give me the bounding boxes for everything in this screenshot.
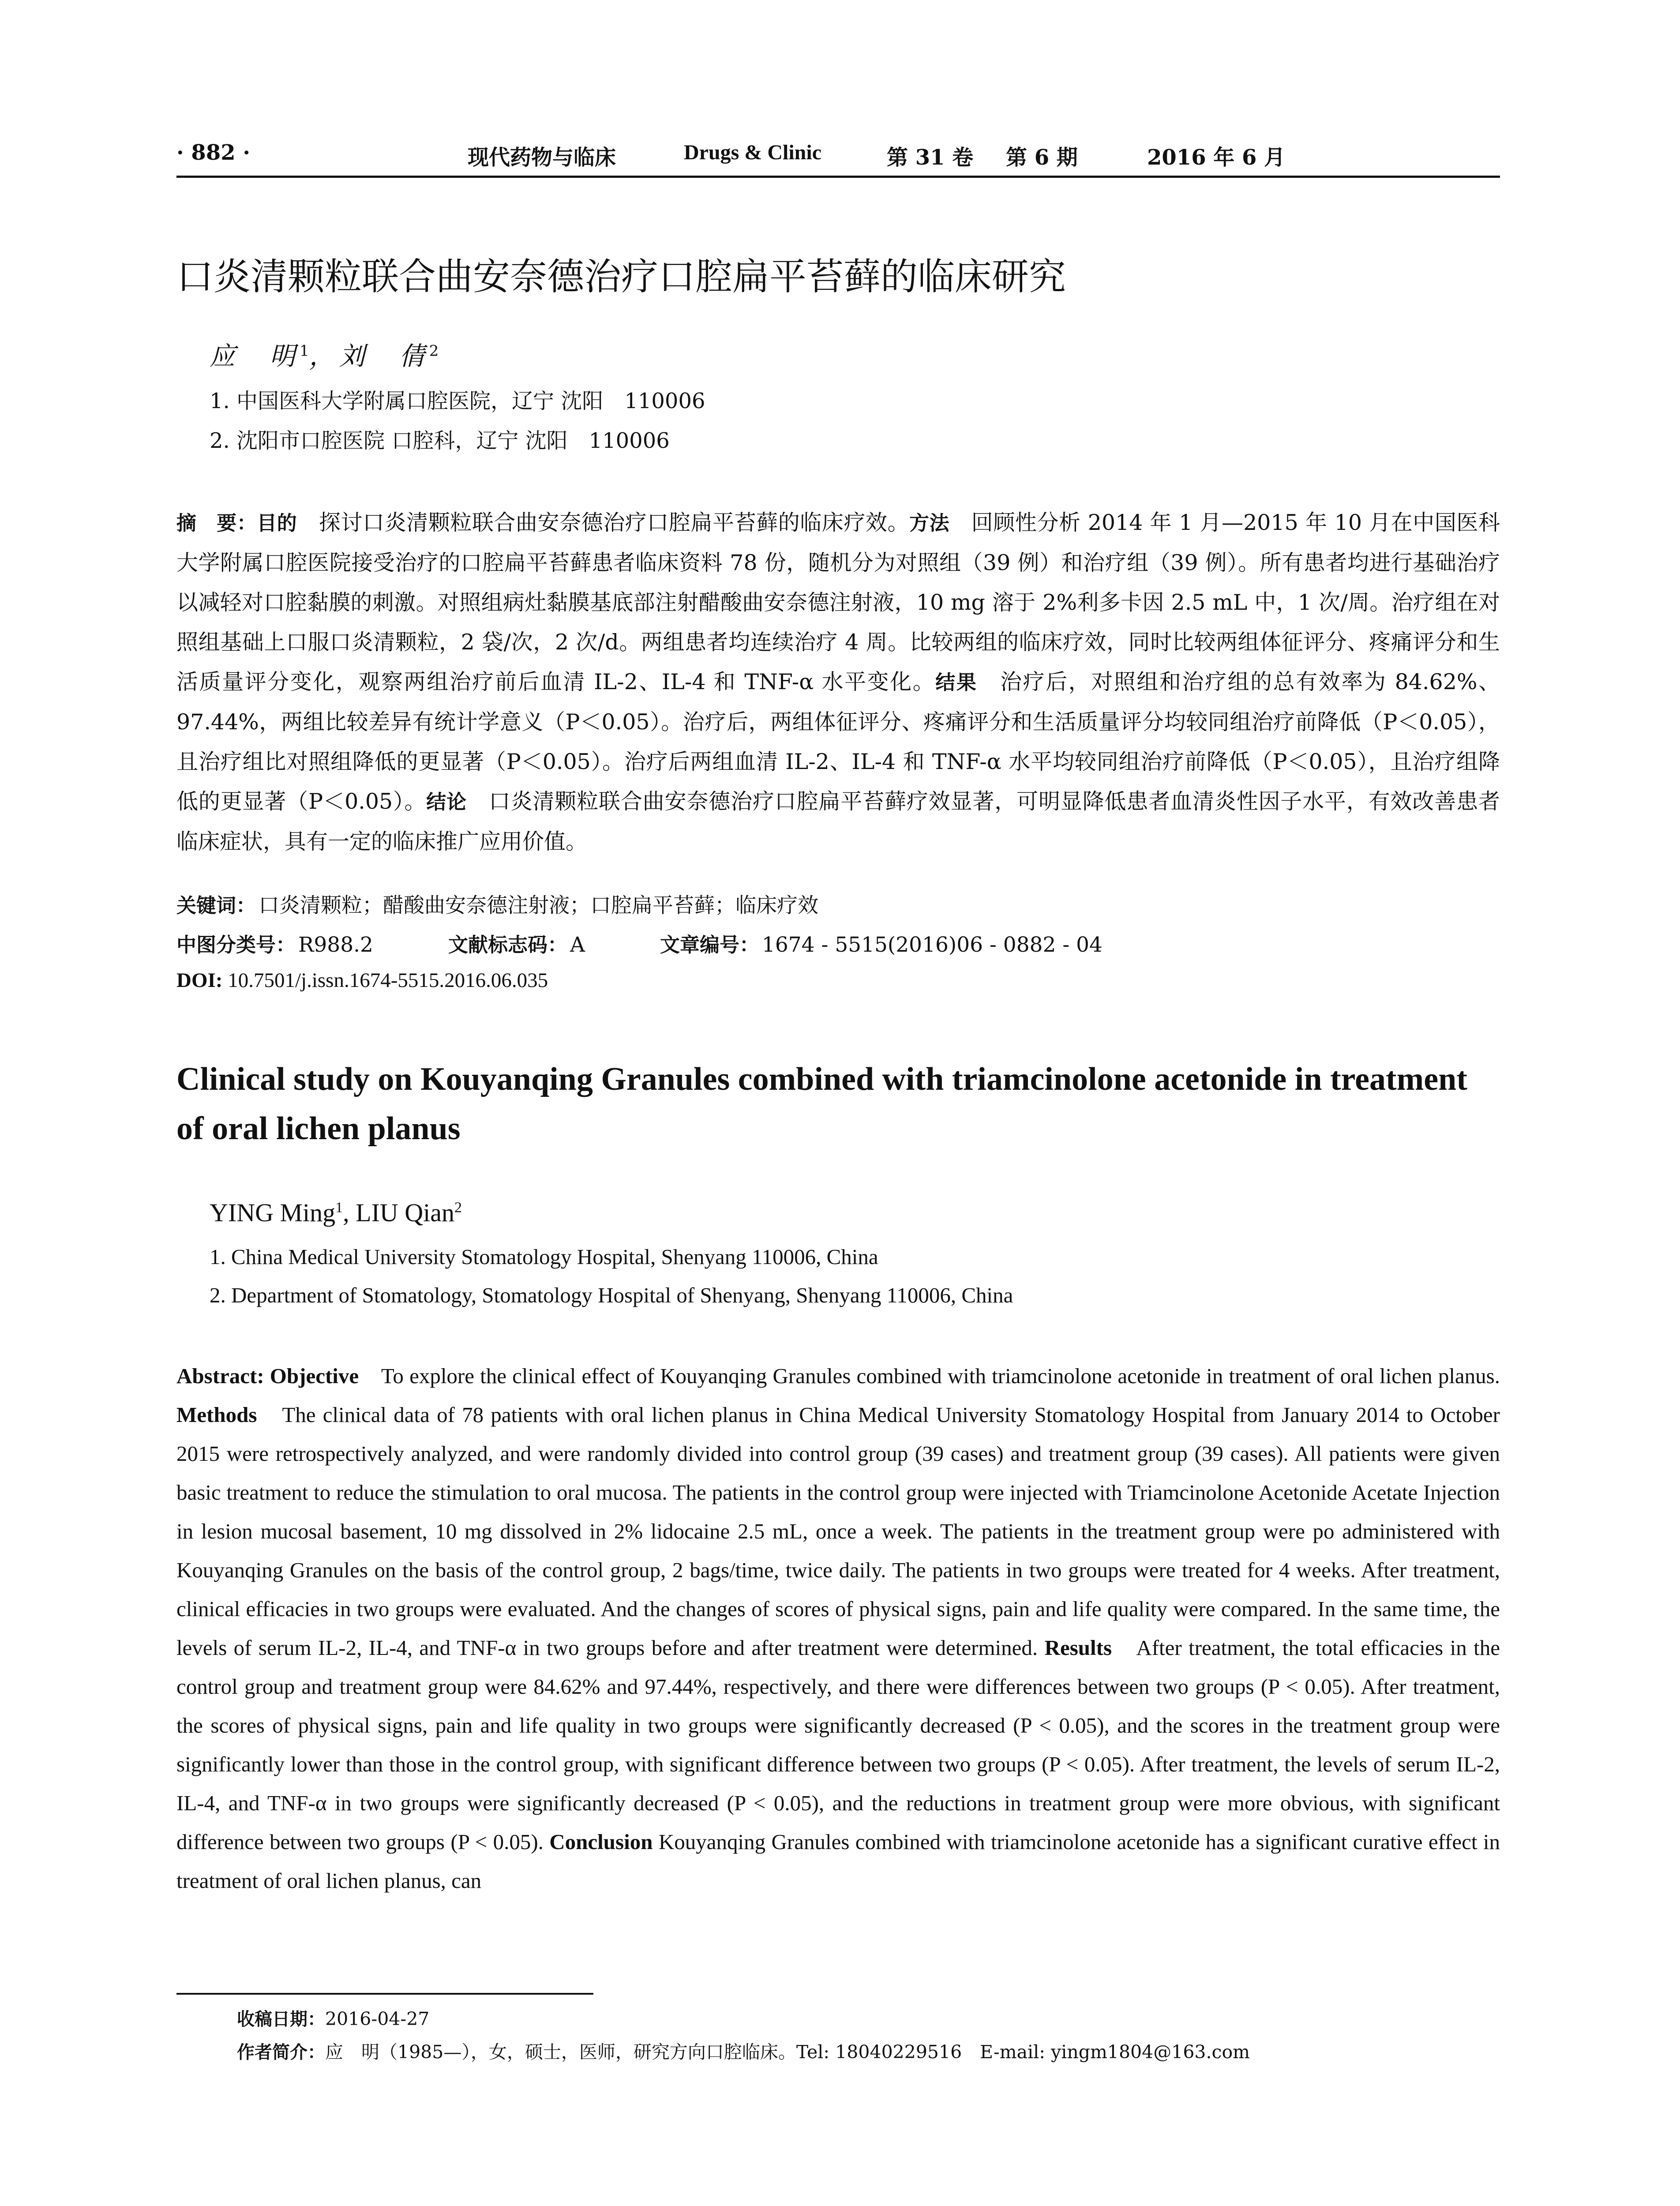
article-no-value: 1674 - 5515(2016)06 - 0882 - 04 [761, 933, 1102, 957]
abstract-en [176, 1357, 1500, 1900]
objective-en-text: To explore the clinical effect of Kouyanqing Granules combined with triamcinolone acetonide in treatment of oral lichen planus. [359, 1364, 1500, 1388]
journal-name-cn: 现代药物与临床 [468, 145, 616, 170]
affiliation-cn-2: 2. 沈阳市口腔医院 口腔科，辽宁 沈阳 110006 [210, 428, 670, 453]
volume: 第 31 卷 [887, 145, 974, 170]
affiliation-en-1: 1. China Medical University Stomatology Hospital, Shenyang 110006, China [210, 1245, 878, 1269]
classification-line [176, 929, 1102, 957]
author-en-2: LIU Qian [356, 1198, 455, 1227]
authors-en [210, 1198, 462, 1227]
issue-date: 2016 年 6 月 [1147, 145, 1286, 170]
objective-en-label: Objective [270, 1364, 359, 1388]
conclusion-en-text: Kouyanqing Granules combined with triamcinolone acetonide has a significant curative effect in treatment of oral lichen planus, can [176, 1830, 1500, 1893]
keywords-cn [176, 889, 818, 919]
conclusion-en-label: Conclusion [549, 1830, 653, 1854]
results-en-text: After treatment, the total efficacies in the control group and treatment group were 84.62% and 97.44%, respectively, and there were differences between two groups (P < 0.05). After treatment, the scores of physical signs, pain and life quality in two groups were significantly decreased (P < 0.05), and the scores in the treatment group were significantly lower than those in the control group, with significant difference between two groups (P < 0.05). After treatment, the levels of serum IL-2, IL-4, and TNF-α in two groups were significantly decreased (P < 0.05), and the reductions in treatment group were more obvious, with significant difference between two groups (P < 0.05). [176, 1636, 1500, 1854]
methods-cn-label: 方法 [909, 511, 950, 535]
author-2: 刘 倩 [339, 341, 429, 371]
conclusion-cn-text: 口炎清颗粒联合曲安奈德治疗口腔扁平苔藓疗效显著，可明显降低患者血清炎性因子水平，有效改善患者临床症状，具有一定的临床推广应用价值。 [176, 789, 1500, 854]
methods-en-text: The clinical data of 78 patients with oral lichen planus in China Medical University Stomatology Hospital from January 2014 to October 2015 were retrospectively analyzed, and were randomly divided into control group (39 cases) and treatment group (39 cases). All patients were given basic treatment to reduce the stimulation to oral mucosa. The patients in the control group were injected with Triamcinolone Acetonide Acetate Injection in lesion mucosal basement, 10 mg dissolved in 2% lidocaine 2.5 mL, once a week. The patients in the treatment group were po administered with Kouyanqing Granules on the basis of the control group, 2 bags/time, twice daily. The patients in two groups were treated for 4 weeks. After treatment, clinical efficacies in two groups were evaluated. And the changes of scores of physical signs, pain and life quality were compared. In the same time, the levels of serum IL-2, IL-4, and TNF-α in two groups before and after treatment were determined. [176, 1403, 1500, 1660]
title-cn: 口炎清颗粒联合曲安奈德治疗口腔扁平苔藓的临床研究 [176, 255, 1066, 298]
page-number: · 882 · [176, 140, 251, 165]
doc-code-label: 文献标志码： [448, 933, 567, 957]
methods-cn-text: 回顾性分析 2014 年 1 月—2015 年 10 月在中国医科大学附属口腔医院接受治疗的口腔扁平苔藓患者临床资料 78 份，随机分为对照组（39 例）和治疗组（39 例）。所有患者均进行基础治疗以减轻对口腔黏膜的刺激。对照组病灶黏膜基底部注射醋酸曲安奈德注射液，10 mg 溶于 2%利多卡因 2.5 mL 中，1 次/周。治疗组在对照组基础上口服口炎清颗粒，2 袋/次，2 次/d。两组患者均连续治疗 4 周。比较两组的临床疗效，同时比较两组体征评分、疼痛评分和生活质量评分变化，观察两组治疗前后血清 IL-2、IL-4 和 TNF-α 水平变化。 [176, 510, 1500, 694]
results-en-label: Results [1044, 1636, 1112, 1660]
affiliation-en-2: 2. Department of Stomatology, Stomatology Hospital of Shenyang, Shenyang 110006, China [210, 1283, 1013, 1307]
keywords-label: 关键词： [176, 894, 256, 917]
authors-cn [210, 335, 439, 372]
author-2-affil-mark: 2 [429, 342, 439, 360]
journal-name-en: Drugs & Clinic [684, 141, 821, 164]
author-1-affil-mark: 1 [300, 342, 309, 360]
author-en-separator: , [343, 1198, 356, 1227]
received-date-footnote [237, 2005, 429, 2030]
conclusion-cn-label: 结论 [426, 790, 467, 814]
author-en-1-affil-mark: 1 [335, 1199, 343, 1216]
author-1: 应 明 [210, 341, 300, 371]
objective-cn-label: 目的 [257, 511, 297, 535]
title-en: Clinical study on Kouyanqing Granules combined with triamcinolone acetonide in treatment of oral lichen planus [176, 1061, 1467, 1147]
abstract-cn-label: 摘 要： [176, 511, 257, 535]
methods-en-label: Methods [176, 1403, 257, 1427]
bio-label: 作者简介： [237, 2042, 325, 2063]
clc-value: R988.2 [298, 933, 373, 957]
author-separator: ， [309, 341, 339, 371]
doi-line [176, 968, 548, 992]
author-en-1: YING Ming [210, 1198, 336, 1227]
results-cn-label: 结果 [935, 671, 978, 694]
keywords-value: 口炎清颗粒；醋酸曲安奈德注射液；口腔扁平苔藓；临床疗效 [259, 893, 819, 918]
doi-label: DOI: [176, 969, 223, 992]
issue: 第 6 期 [1006, 145, 1078, 170]
abstract-cn [176, 503, 1500, 862]
bio-value: 应 明（1985—），女，硕士，医师，研究方向口腔临床。Tel: 18040229516 E-mail: yingm1804@163.com [325, 2041, 1250, 2063]
received-value: 2016-04-27 [325, 2008, 430, 2030]
doc-code-value: A [570, 933, 585, 957]
author-bio-footnote [237, 2037, 1250, 2063]
footnote-rule [176, 1993, 593, 1995]
article-no-label: 文章编号： [660, 933, 759, 957]
results-cn-text: 治疗后，对照组和治疗组的总有效率为 84.62%、97.44%，两组比较差异有统计学意义（P＜0.05）。治疗后，两组体征评分、疼痛评分和生活质量评分均较同组治疗前降低（P＜0.05），且治疗组比对照组降低的更显著（P＜0.05）。治疗后两组血清 IL-2、IL-4 和 TNF-α 水平均较同组治疗前降低（P＜0.05），且治疗组降低的更显著（P＜0.05）。 [176, 669, 1500, 814]
header-rule [176, 176, 1500, 178]
objective-cn-text: 探讨口炎清颗粒联合曲安奈德治疗口腔扁平苔藓的临床疗效。 [297, 510, 910, 535]
author-en-2-affil-mark: 2 [454, 1199, 462, 1216]
received-label: 收稿日期： [237, 2009, 325, 2030]
clc-label: 中图分类号： [176, 933, 296, 957]
abstract-en-label: Abstract: [176, 1364, 270, 1388]
doi-value[interactable]: 10.7501/j.issn.1674-5515.2016.06.035 [228, 969, 548, 992]
affiliation-cn-1: 1. 中国医科大学附属口腔医院，辽宁 沈阳 110006 [210, 389, 705, 413]
running-header [176, 140, 1500, 171]
